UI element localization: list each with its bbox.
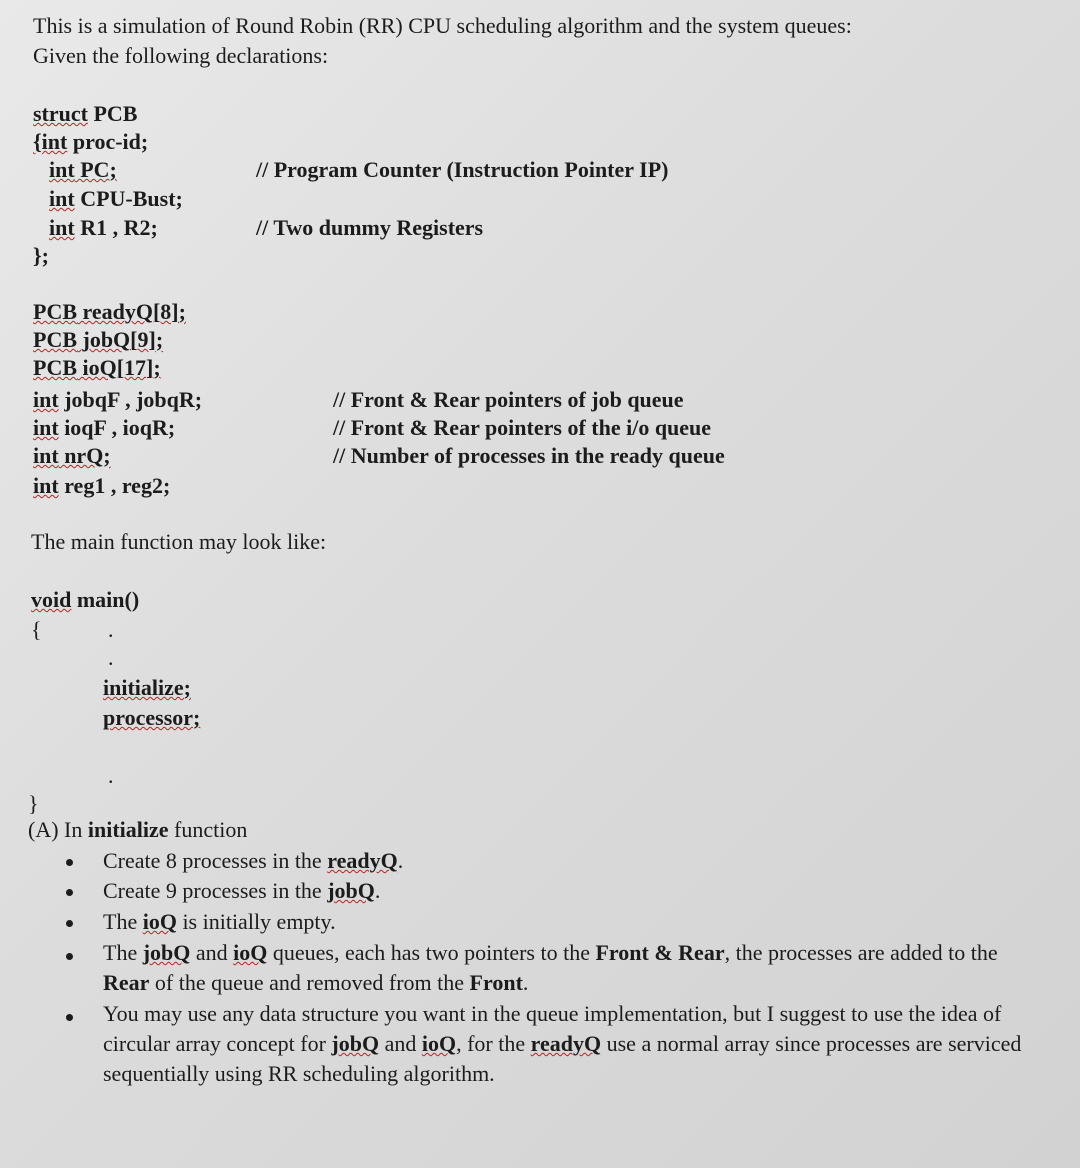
decl-io-pointers	[33, 414, 175, 442]
bullet-3	[103, 908, 336, 936]
pc-keyword: int	[49, 157, 75, 182]
bullet-1	[103, 847, 403, 875]
bullet-dot	[66, 953, 73, 960]
bullet-4-text: , the processes are added to the	[724, 940, 998, 965]
job-pointers-comment: // Front & Rear pointers of job queue	[333, 387, 684, 412]
bullet-4-text: The	[103, 940, 143, 965]
nrq-comment: // Number of processes in the ready queue	[333, 443, 725, 468]
bullet-5-code-ioq: ioQ	[421, 1031, 457, 1056]
job-pointers-decl: jobqF , jobqR;	[58, 387, 203, 412]
main-call-initialize	[103, 674, 191, 702]
job-pointers-type: int	[33, 387, 59, 412]
bullet-5-code-jobq: jobQ	[331, 1031, 380, 1056]
decl-regs	[33, 472, 170, 500]
cpu-keyword: int	[49, 186, 75, 211]
ioq-type: PCB	[33, 355, 77, 380]
bullet-5-end: use a normal array since processes are serviced sequentially using RR scheduling algorithm.	[103, 1031, 1022, 1086]
jobq-type: PCB	[33, 327, 77, 352]
bullet-1-code: readyQ	[327, 848, 398, 873]
ioq-decl: ioQ[17];	[77, 355, 161, 380]
main-return-type: void	[31, 587, 72, 612]
bullet-1-text: Create 8 processes in the	[103, 848, 328, 873]
bullet-5-text: , for the	[456, 1031, 531, 1056]
bullet-4	[103, 938, 1028, 998]
bullet-5	[103, 999, 1028, 1089]
bullet-5-text: You may use any data structure you want in the queue implementation, but I suggest to use the idea of circular array concept for	[103, 1001, 1002, 1056]
io-pointers-decl: ioqF , ioqR;	[58, 415, 176, 440]
proc-id-decl: proc-id;	[67, 129, 149, 154]
struct-name: PCB	[87, 101, 138, 126]
bullet-2-code: jobQ	[327, 878, 375, 903]
main-ellipsis-1: .	[108, 617, 114, 642]
bullet-3-code: ioQ	[142, 909, 177, 934]
main-close-brace: }	[28, 791, 39, 816]
bullet-4-front-rear: Front & Rear	[595, 940, 725, 965]
section-a-heading	[28, 816, 247, 844]
decl-jobq	[33, 326, 163, 354]
section-a-prefix: (A) In	[28, 817, 88, 842]
struct-reg-line	[49, 214, 158, 242]
io-pointers-type: int	[33, 415, 59, 440]
bullet-4-text: and	[190, 940, 234, 965]
bullet-2-text: Create 9 processes in the	[103, 878, 328, 903]
bullet-4-text: of the queue and removed from the	[149, 970, 470, 995]
nrq-type: int	[33, 443, 59, 468]
decl-job-pointers	[33, 386, 202, 414]
decl-readyq	[33, 298, 186, 326]
main-open-brace: {	[31, 617, 42, 642]
intro-line-2: Given the following declarations:	[33, 43, 329, 68]
section-a-function-name: initialize	[87, 817, 169, 842]
bullet-5-code-readyq: readyQ	[530, 1031, 602, 1056]
decl-ioq	[33, 354, 161, 382]
bullet-4-text: queues, each has two pointers to the	[267, 940, 596, 965]
bullet-4-code-ioq: ioQ	[233, 940, 268, 965]
processor-call: processor;	[103, 705, 201, 730]
decl-nrq	[33, 442, 111, 470]
bullet-4-end: .	[522, 970, 529, 995]
bullet-dot	[66, 920, 73, 927]
jobq-decl: jobQ[9];	[77, 327, 164, 352]
struct-proc-id-line	[33, 128, 148, 156]
main-name: main()	[71, 587, 140, 612]
bullet-5-text: and	[379, 1031, 422, 1056]
io-pointers-comment: // Front & Rear pointers of the i/o queue	[333, 415, 712, 440]
pc-comment: // Program Counter (Instruction Pointer IP)	[256, 157, 669, 182]
main-call-processor	[103, 704, 200, 732]
bullet-3-end: is initially empty.	[176, 909, 336, 934]
reg-keyword: int	[49, 215, 75, 240]
main-intro: The main function may look like:	[31, 529, 327, 554]
bullet-dot	[66, 1014, 73, 1021]
readyq-decl: readyQ[8];	[77, 299, 186, 324]
bullet-3-text: The	[103, 909, 143, 934]
intro-line-1: This is a simulation of Round Robin (RR) CPU scheduling algorithm and the system queues:	[33, 13, 852, 38]
proc-id-keyword: {int	[33, 129, 68, 154]
bullet-dot	[66, 859, 73, 866]
bullet-2-end: .	[374, 878, 381, 903]
struct-cpu-line	[49, 185, 183, 213]
main-ellipsis-2: .	[108, 645, 114, 670]
reg-comment: // Two dummy Registers	[256, 215, 484, 240]
reg-decl: R1 , R2;	[74, 215, 158, 240]
struct-pc-line	[49, 156, 117, 184]
initialize-call: initialize;	[103, 675, 191, 700]
bullet-4-front: Front	[469, 970, 523, 995]
regs-decl: reg1 , reg2;	[58, 473, 171, 498]
bullet-2	[103, 877, 380, 905]
struct-keyword: struct	[33, 101, 88, 126]
regs-type: int	[33, 473, 59, 498]
struct-close: };	[33, 243, 49, 268]
bullet-1-end: .	[397, 848, 404, 873]
cpu-decl: CPU-Bust;	[74, 186, 183, 211]
bullet-4-code-jobq: jobQ	[142, 940, 191, 965]
readyq-type: PCB	[33, 299, 77, 324]
pc-decl: PC;	[74, 157, 117, 182]
bullet-4-rear: Rear	[103, 970, 150, 995]
main-signature	[31, 586, 139, 614]
nrq-decl: nrQ;	[58, 443, 111, 468]
section-a-suffix: function	[168, 817, 248, 842]
bullet-dot	[66, 889, 73, 896]
struct-header	[33, 100, 137, 128]
main-ellipsis-3: .	[108, 763, 114, 788]
